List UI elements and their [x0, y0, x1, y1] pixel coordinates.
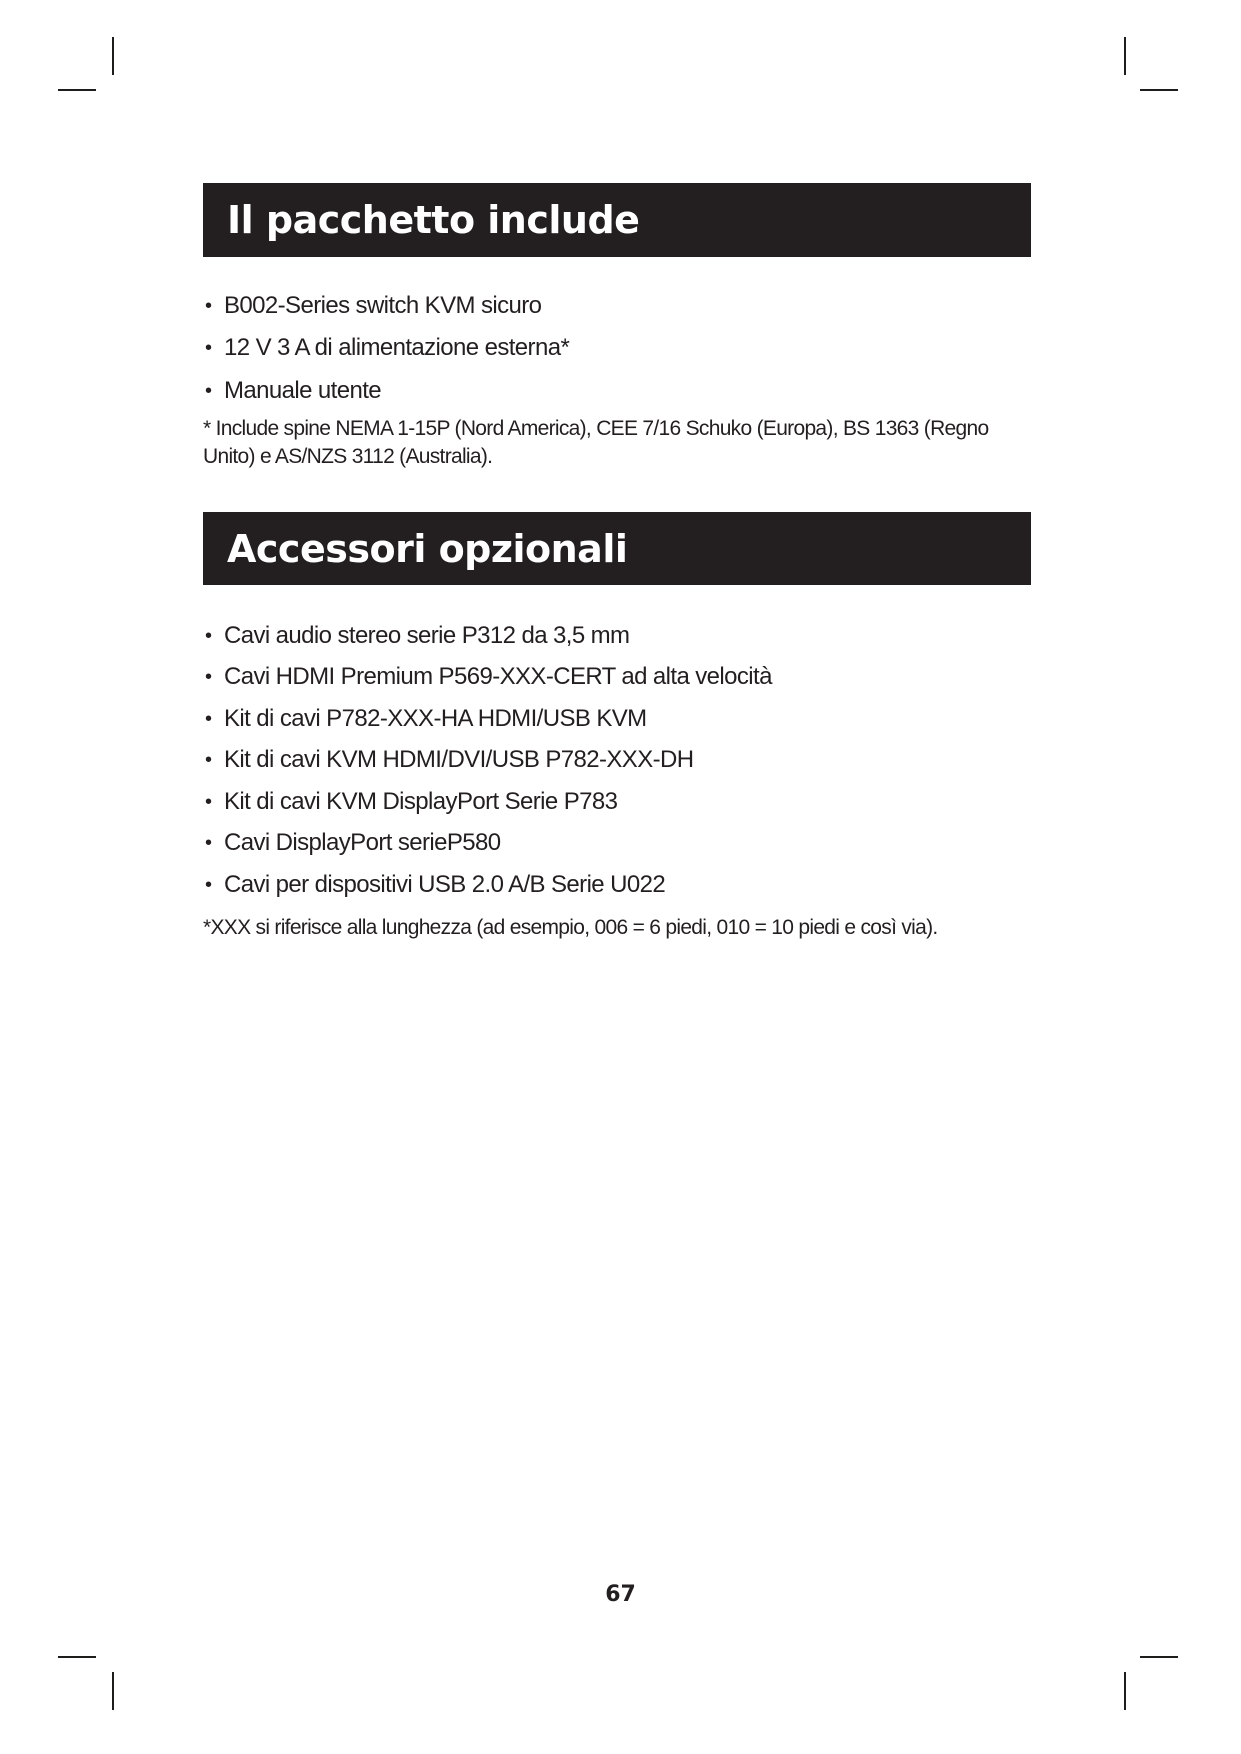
list-item	[203, 330, 1031, 373]
list-item-text: 12 V 3 A di alimentazione esterna*	[224, 334, 570, 361]
list-item-text: Kit di cavi KVM HDMI/DVI/USB P782-XXX-DH	[224, 746, 694, 773]
list-item	[203, 742, 1031, 784]
list-item	[203, 618, 1031, 659]
bullet-icon: •	[205, 708, 212, 730]
list-item	[203, 867, 1031, 907]
crop-mark-bottom-left-vertical	[112, 1672, 114, 1710]
optional-accessories-header	[203, 512, 1031, 585]
crop-mark-top-right-vertical	[1124, 37, 1126, 75]
list-item	[203, 659, 1031, 701]
bullet-icon: •	[205, 666, 212, 688]
list-item	[203, 288, 1031, 330]
page-number: 67	[605, 1582, 636, 1607]
crop-mark-bottom-right-vertical	[1124, 1672, 1126, 1710]
accessories-footnote: *XXX si riferisce alla lunghezza (ad esempio, 006 = 6 piedi, 010 = 10 piedi e così via).	[203, 916, 938, 939]
bullet-icon: •	[205, 380, 212, 402]
bullet-icon: •	[205, 625, 212, 647]
optional-accessories-title: Accessori opzionali	[227, 526, 628, 571]
bullet-icon: •	[205, 295, 212, 317]
package-footnote: * Include spine NEMA 1-15P (Nord America), CEE 7/16 Schuko (Europa), BS 1363 (Regno Unito) e AS/NZS 3112 (Australia).	[203, 417, 989, 468]
list-item	[203, 825, 1031, 867]
list-item-text: Manuale utente	[224, 377, 382, 404]
package-contents-header	[203, 183, 1031, 257]
list-item-text: B002-Series switch KVM sicuro	[224, 292, 542, 319]
crop-mark-top-left-horizontal	[58, 89, 96, 91]
crop-mark-bottom-right-horizontal	[1140, 1656, 1178, 1658]
list-item-text: Cavi per dispositivi USB 2.0 A/B Serie U022	[224, 871, 666, 898]
list-item	[203, 701, 1031, 742]
list-item-text: Cavi HDMI Premium P569-XXX-CERT ad alta velocità	[224, 663, 772, 690]
bullet-icon: •	[205, 874, 212, 896]
bullet-icon: •	[205, 749, 212, 771]
list-item	[203, 373, 1031, 413]
list-item-text: Kit di cavi KVM DisplayPort Serie P783	[224, 788, 618, 815]
package-contents-title: Il pacchetto include	[227, 198, 640, 242]
crop-mark-bottom-left-horizontal	[58, 1656, 96, 1658]
optional-accessories-list	[203, 618, 1031, 907]
list-item	[203, 784, 1031, 825]
list-item-text: Kit di cavi P782-XXX-HA HDMI/USB KVM	[224, 705, 647, 732]
package-contents-list	[203, 288, 1031, 413]
bullet-icon: •	[205, 832, 212, 854]
crop-mark-top-left-vertical	[112, 37, 114, 75]
list-item-text: Cavi DisplayPort serieP580	[224, 829, 501, 856]
crop-mark-top-right-horizontal	[1140, 89, 1178, 91]
list-item-text: Cavi audio stereo serie P312 da 3,5 mm	[224, 622, 630, 649]
bullet-icon: •	[205, 791, 212, 813]
bullet-icon: •	[205, 337, 212, 359]
